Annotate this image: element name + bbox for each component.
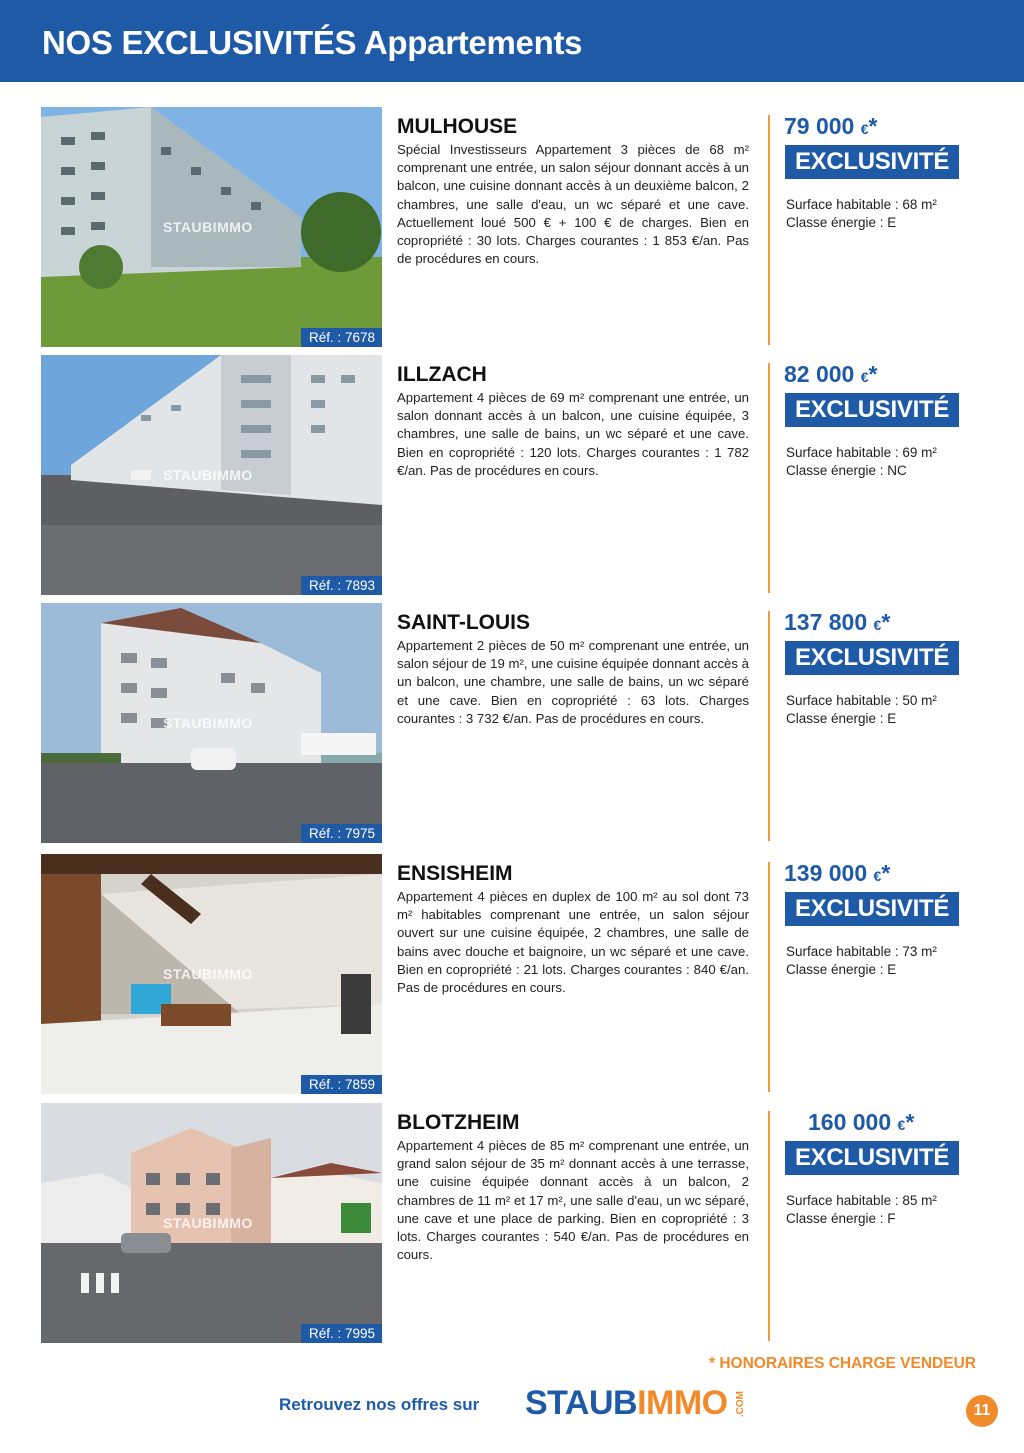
surface-info: Surface habitable : 85 m² (786, 1193, 937, 1208)
listing-price (784, 361, 878, 388)
price-value: 139 000 (784, 860, 868, 886)
price-asterisk: * (868, 361, 878, 387)
price-value: 160 000 (808, 1109, 892, 1135)
currency-symbol: € (873, 868, 882, 884)
listing-city: BLOTZHEIM (397, 1111, 520, 1134)
listing-description: Appartement 4 pièces de 69 m² comprenant une entrée, un salon donnant accès à un balcon, une cuisine équipée, 3 chambres, une salle de bains, un wc séparé et une cave. Bien en copropriété : 120 lots. Charges courantes : 1 782 €/an. Pas de procédures en cours. (397, 390, 749, 478)
price-value: 137 800 (784, 609, 868, 635)
listing-city: ILLZACH (397, 363, 487, 386)
photo-watermark: STAUBIMMO (163, 715, 253, 731)
reference-label: Réf. : 7975 (301, 824, 382, 843)
price-value: 79 000 (784, 113, 855, 139)
divider (768, 115, 770, 345)
staubimmo-logo[interactable] (525, 1384, 728, 1423)
property-photo[interactable] (41, 1103, 382, 1343)
surface-info: Surface habitable : 50 m² (786, 693, 937, 708)
listing-card (0, 1103, 1024, 1343)
listing-card (0, 603, 1024, 843)
listing-city: ENSISHEIM (397, 862, 513, 885)
logo-domain: .COM (735, 1391, 746, 1418)
surface-info: Surface habitable : 68 m² (786, 197, 937, 212)
listing-price (784, 860, 890, 887)
listing-card (0, 355, 1024, 595)
listing-city: MULHOUSE (397, 115, 518, 138)
listing-description: Appartement 4 pièces de 85 m² comprenant une entrée, un grand salon séjour de 35 m² donnant accès à une terrasse, une cuisine équipée donnant accès à un balcon, 2 chambres de 11 m² et 17 m², une salle d'eau, un wc séparé, une cave et une place de parking. Bien en copropriété : 3 lots. Charges courantes : 540 €/an. Pas de procédures en cours. (397, 1138, 749, 1263)
photo-watermark: STAUBIMMO (163, 1215, 253, 1231)
divider (768, 363, 770, 593)
listing-price (808, 1109, 914, 1136)
page-title: NOS EXCLUSIVITÉS Appartements (42, 24, 583, 61)
surface-info: Surface habitable : 73 m² (786, 944, 937, 959)
divider (768, 1111, 770, 1341)
page-number: 11 (966, 1395, 998, 1427)
reference-label: Réf. : 7678 (301, 328, 382, 347)
page-header (0, 0, 1024, 82)
currency-symbol: € (897, 1117, 906, 1133)
footer-tagline: Retrouvez nos offres sur (279, 1395, 480, 1414)
property-photo[interactable] (41, 107, 382, 347)
logo-part-immo: IMMO (637, 1384, 728, 1422)
energy-class: Classe énergie : NC (786, 463, 907, 478)
currency-symbol: € (860, 369, 869, 385)
property-photo[interactable] (41, 603, 382, 843)
price-asterisk: * (905, 1109, 915, 1135)
listing-description: Spécial Investisseurs Appartement 3 pièces de 68 m² comprenant une entrée, un salon séjour donnant accès à un balcon, une cuisine donnant accès à un deuxième balcon, 2 chambres, une salle d'eau, un wc séparé et une cave. Actuellement loué 500 € + 100 € de charges. Bien en copropriété : 30 lots. Charges courantes : 1 853 €/an. Pas de procédures en cours. (397, 142, 749, 267)
currency-symbol: € (860, 121, 869, 137)
exclusivity-badge: EXCLUSIVITÉ (785, 145, 959, 179)
exclusivity-badge: EXCLUSIVITÉ (785, 1141, 959, 1175)
reference-label: Réf. : 7995 (301, 1324, 382, 1343)
listing-price (784, 113, 878, 140)
property-photo[interactable] (41, 355, 382, 595)
listing-price (784, 609, 890, 636)
reference-label: Réf. : 7859 (301, 1075, 382, 1094)
price-asterisk: * (881, 860, 891, 886)
logo-part-staub: STAUB (525, 1384, 638, 1422)
exclusivity-badge: EXCLUSIVITÉ (785, 892, 959, 926)
listing-card (0, 854, 1024, 1094)
energy-class: Classe énergie : E (786, 962, 897, 977)
price-asterisk: * (868, 113, 878, 139)
listing-city: SAINT-LOUIS (397, 611, 531, 634)
exclusivity-badge: EXCLUSIVITÉ (785, 393, 959, 427)
currency-symbol: € (873, 617, 882, 633)
listing-description: Appartement 2 pièces de 50 m² comprenant une entrée, un salon séjour de 19 m², une cuisine équipée donnant accès à un balcon, une chambre, une salle de bains, un wc séparé et une cave. Bien en copropriété : 63 lots. Charges courantes : 3 732 €/an. Pas de procédures en cours. (397, 638, 749, 726)
energy-class: Classe énergie : F (786, 1211, 896, 1226)
price-asterisk: * (881, 609, 891, 635)
property-photo[interactable] (41, 854, 382, 1094)
reference-label: Réf. : 7893 (301, 576, 382, 595)
listing-description: Appartement 4 pièces en duplex de 100 m² au sol dont 73 m² habitables comprenant une entrée, un salon séjour ouvert sur une cuisine équipée, 2 chambres, une salle de bains avec douche et baignoire, un wc séparé et une cave. Bien en copropriété : 21 lots. Charges courantes : 840 €/an. Pas de procédures en cours. (397, 889, 749, 996)
divider (768, 862, 770, 1092)
energy-class: Classe énergie : E (786, 711, 897, 726)
divider (768, 611, 770, 841)
fees-note: * HONORAIRES CHARGE VENDEUR (709, 1355, 976, 1372)
energy-class: Classe énergie : E (786, 215, 897, 230)
photo-watermark: STAUBIMMO (163, 219, 253, 235)
price-value: 82 000 (784, 361, 855, 387)
surface-info: Surface habitable : 69 m² (786, 445, 937, 460)
listing-card (0, 107, 1024, 347)
exclusivity-badge: EXCLUSIVITÉ (785, 641, 959, 675)
photo-watermark: STAUBIMMO (163, 966, 253, 982)
photo-watermark: STAUBIMMO (163, 467, 253, 483)
